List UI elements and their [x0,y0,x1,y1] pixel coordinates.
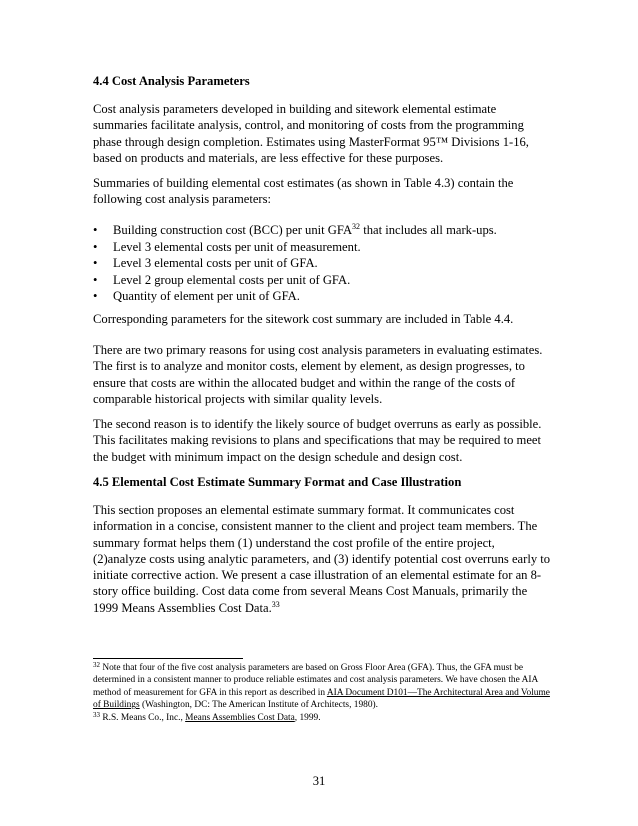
bullet-icon: • [93,256,98,271]
bullet-icon: • [93,272,98,287]
footnote-32: $^{32}$ Note that four of the five cost analysis parameters are based on Gross Floor Area (GFA). Thus, the GFA must be determined in a consistent manner to produce reliable estimates and cost analysis parameters. We have chosen the AIA method of measurement for GFA in this report as described in AIA Document D101—The Architectural Area and Volume of Buildings (Washington, DC: The American Institute of Architects, 1980). [93,661,550,711]
paragraph-summaries: Summaries of building elemental cost estimates (as shown in Table 4.3) contain the following cost analysis parameters: [93,176,514,207]
paragraph-two-reasons: There are two primary reasons for using cost analysis parameters in evaluating estimates. The first is to analyze and monitor costs, element by element, as design progresses, to ensure that costs are within the allocated budget and within the range of the costs of comparable historical projects with similar quality levels. [93,343,543,406]
cost-parameter-list [93,222,563,305]
list-item: • Quantity of element per unit of GFA. [93,289,300,304]
paragraph-second-reason: The second reason is to identify the likely source of budget overruns as early as possible. This facilitates making revisions to plans and specifications that may be required to meet the budget with minimum impact on the design schedule and design cost. [93,417,542,464]
bullet-icon: • [93,239,98,254]
list-item: • Building construction cost (BCC) per unit GFA$^{32}$ that includes all mark-ups. [93,222,497,237]
bullet-icon: • [93,289,98,304]
list-item: • Level 2 group elemental costs per unit of GFA. [93,272,351,287]
section-4-4-heading: 4.4 Cost Analysis Parameters [93,74,250,88]
footnote-33: $^{33}$ R.S. Means Co., Inc., Means Assemblies Cost Data, 1999. [93,710,321,723]
paragraph-cost-analysis-intro: Cost analysis parameters developed in building and sitework elemental estimate summaries facilitate analysis, control, and monitoring of costs from the programming phase through design completion. Estimates using MasterFormat 95™ Divisions 1-16, based on products and materials, are less effective for these purposes. [93,102,529,165]
aia-document-link[interactable]: AIA Document D101—The Architectural Area and Volume of Buildings [93,687,550,711]
page-number: 31 [312,774,326,788]
means-cost-data-link[interactable]: Means Assemblies Cost Data [185,712,295,723]
footnote-ref-33[interactable]: 33 [271,599,280,609]
bullet-icon: • [93,223,98,237]
list-item: • Level 3 elemental costs per unit of GFA. [93,256,318,271]
footnotes [93,662,553,724]
footnote-divider [93,658,243,659]
paragraph-sitework: Corresponding parameters for the sitework cost summary are included in Table 4.4. [93,312,514,326]
section-4-5-heading: 4.5 Elemental Cost Estimate Summary Format and Case Illustration [93,475,462,489]
list-item: • Level 3 elemental costs per unit of measurement. [93,239,361,254]
footnote-ref-32[interactable]: 32 [352,222,361,231]
paragraph-summary-format: This section proposes an elemental estimate summary format. It communicates cost information in a concise, consistent manner to the client and project team members. The summary format helps them (1) understand the cost profile of the entire project, (2)analyze costs using analytic parameters, and (3) identify potential cost overruns early to initiate corrective action. We present a case illustration of an elemental estimate for an 8-story office building. Cost data come from several Means Cost Manuals, primarily the 1999 Means Assemblies Cost Data.$^{33}$ [93,503,551,615]
